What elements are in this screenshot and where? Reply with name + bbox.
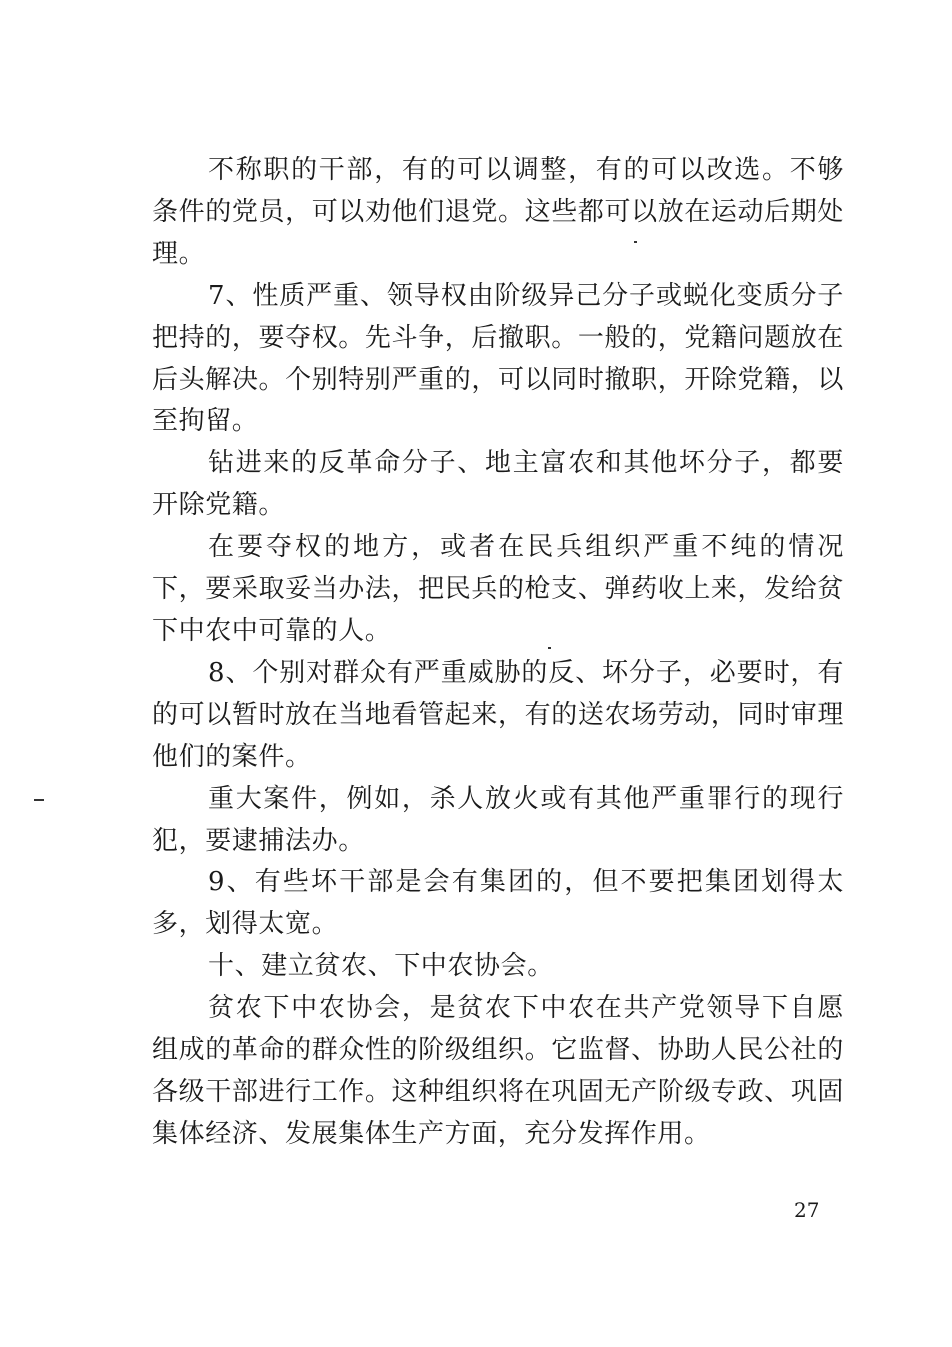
section-heading-10: 十、建立贫农、下中农协会。 xyxy=(208,951,554,982)
paragraph-cadre-adjustment: 不称职的干部，有的可以调整，有的可以改选。不够条件的党员，可以劝他们退党。这些都可以放在运动后期处理。 xyxy=(152,155,844,269)
scan-speck xyxy=(634,241,637,243)
paragraph-item-7: 7、性质严重、领导权由阶级异己分子或蜕化变质分子把持的，要夺权。先斗争，后撤职。一般的，党籍问题放在后头解决。个别特别严重的，可以同时撤职，开除党籍，以至拘留。 xyxy=(152,280,844,437)
paragraph-major-cases: 重大案件，例如，杀人放火或有其他严重罪行的现行犯，要逮捕法办。 xyxy=(152,783,844,856)
paragraph-item-9: 9、有些坏干部是会有集团的，但不要把集团划得太多，划得太宽。 xyxy=(152,867,844,940)
paragraph-peasant-association: 贫农下中农协会，是贫农下中农在共产党领导下自愿组成的革命的群众性的阶级组织。它监督、协助人民公社的各级干部进行工作。这种组织将在巩固无产阶级专政、巩固集体经济、发展集体生产方面，充分发挥作用。 xyxy=(152,993,844,1149)
page-number: 27 xyxy=(794,1198,820,1222)
scan-speck xyxy=(548,647,551,649)
scan-speck xyxy=(34,799,44,801)
paragraph-item-8: 8、个别对群众有严重威胁的反、坏分子，必要时，有的可以暂时放在当地看管起来，有的送农场劳动，同时审理他们的案件。 xyxy=(152,657,844,772)
paragraph-militia-weapons: 在要夺权的地方，或者在民兵组织严重不纯的情况下，要采取妥当办法，把民兵的枪支、弹药收上来，发给贫下中农中可靠的人。 xyxy=(152,532,844,646)
body-text xyxy=(152,150,844,1156)
paragraph-expel-counterrevolutionaries: 钻进来的反革命分子、地主富农和其他坏分子，都要开除党籍。 xyxy=(152,448,844,521)
